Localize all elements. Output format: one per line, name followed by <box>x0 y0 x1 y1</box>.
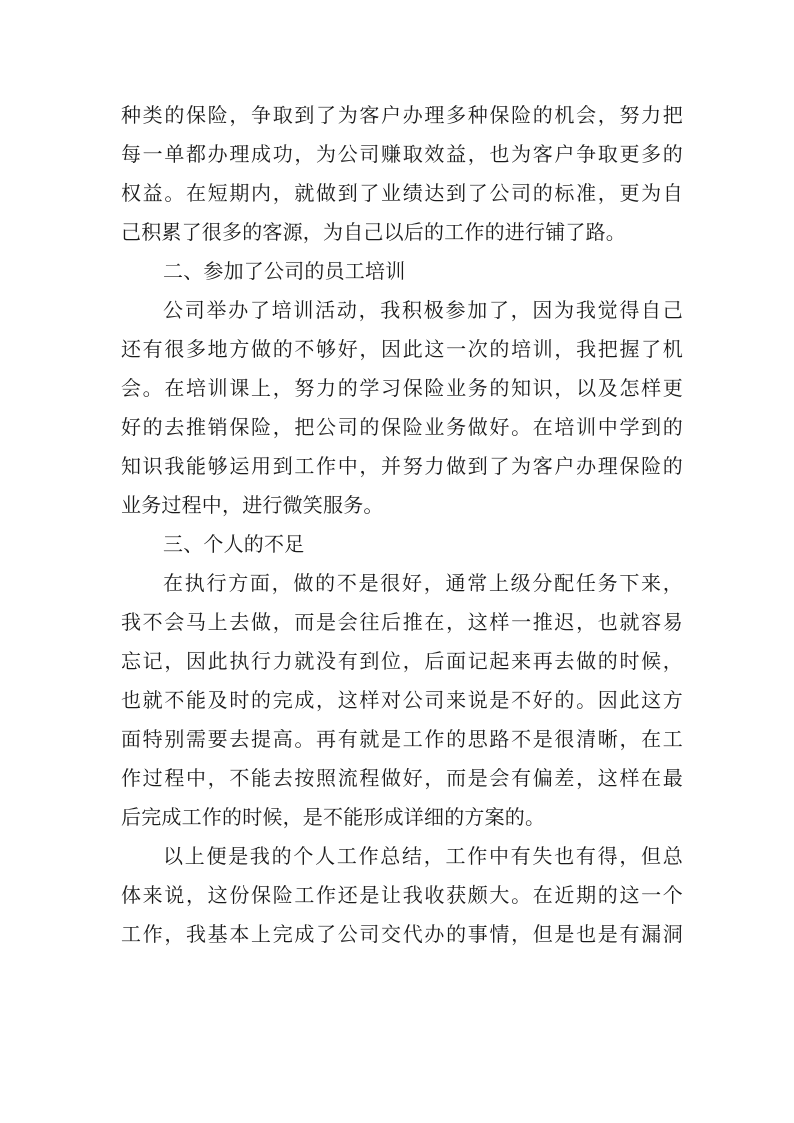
text-line: 体来说，这份保险工作还是让我收获颇大。在近期的这一个 <box>121 883 683 907</box>
text-line: 知识我能够运用到工作中，并努力做到了为客户办理保险的 <box>121 454 683 478</box>
text-line: 作过程中，不能去按照流程做好，而是会有偏差，这样在最 <box>121 766 683 790</box>
text-line: 每一单都办理成功，为公司赚取效益，也为客户争取更多的 <box>121 142 683 166</box>
paragraph-shortcomings <box>121 564 683 837</box>
text-line: 会。在培训课上，努力的学习保险业务的知识，以及怎样更 <box>121 376 683 400</box>
text-line: 业务过程中，进行微笑服务。 <box>121 493 384 517</box>
text-line: 忘记，因此执行力就没有到位，后面记起来再去做的时候， <box>121 649 683 673</box>
section-heading-training: 二、参加了公司的员工培训 <box>163 259 406 283</box>
section-heading-shortcomings: 三、个人的不足 <box>163 532 305 556</box>
text-line: 工作，我基本上完成了公司交代办的事情，但是也是有漏洞 <box>121 922 683 946</box>
text-line: 在执行方面，做的不是很好，通常上级分配任务下来， <box>163 571 683 595</box>
text-line: 权益。在短期内，就做到了业绩达到了公司的标准，更为自 <box>121 181 683 205</box>
text-line: 我不会马上去做，而是会往后推在，这样一推迟，也就容易 <box>121 610 683 634</box>
text-line: 己积累了很多的客源，为自己以后的工作的进行铺了路。 <box>121 220 626 244</box>
text-line: 好的去推销保险，把公司的保险业务做好。在培训中学到的 <box>121 415 683 439</box>
paragraph-summary <box>121 837 683 954</box>
text-line: 也就不能及时的完成，这样对公司来说是不好的。因此这方 <box>121 688 683 712</box>
text-line: 公司举办了培训活动，我积极参加了，因为我觉得自己 <box>163 298 683 322</box>
document-body <box>121 96 683 954</box>
text-line: 种类的保险，争取到了为客户办理多种保险的机会，努力把 <box>121 103 683 127</box>
text-line: 以上便是我的个人工作总结，工作中有失也有得，但总 <box>163 844 683 868</box>
text-line: 后完成工作的时候，是不能形成详细的方案的。 <box>121 805 546 829</box>
paragraph-insurance-results <box>121 96 683 252</box>
text-line: 面特别需要去提高。再有就是工作的思路不是很清晰，在工 <box>121 727 683 751</box>
text-line: 还有很多地方做的不够好，因此这一次的培训，我把握了机 <box>121 337 683 361</box>
paragraph-training <box>121 291 683 525</box>
